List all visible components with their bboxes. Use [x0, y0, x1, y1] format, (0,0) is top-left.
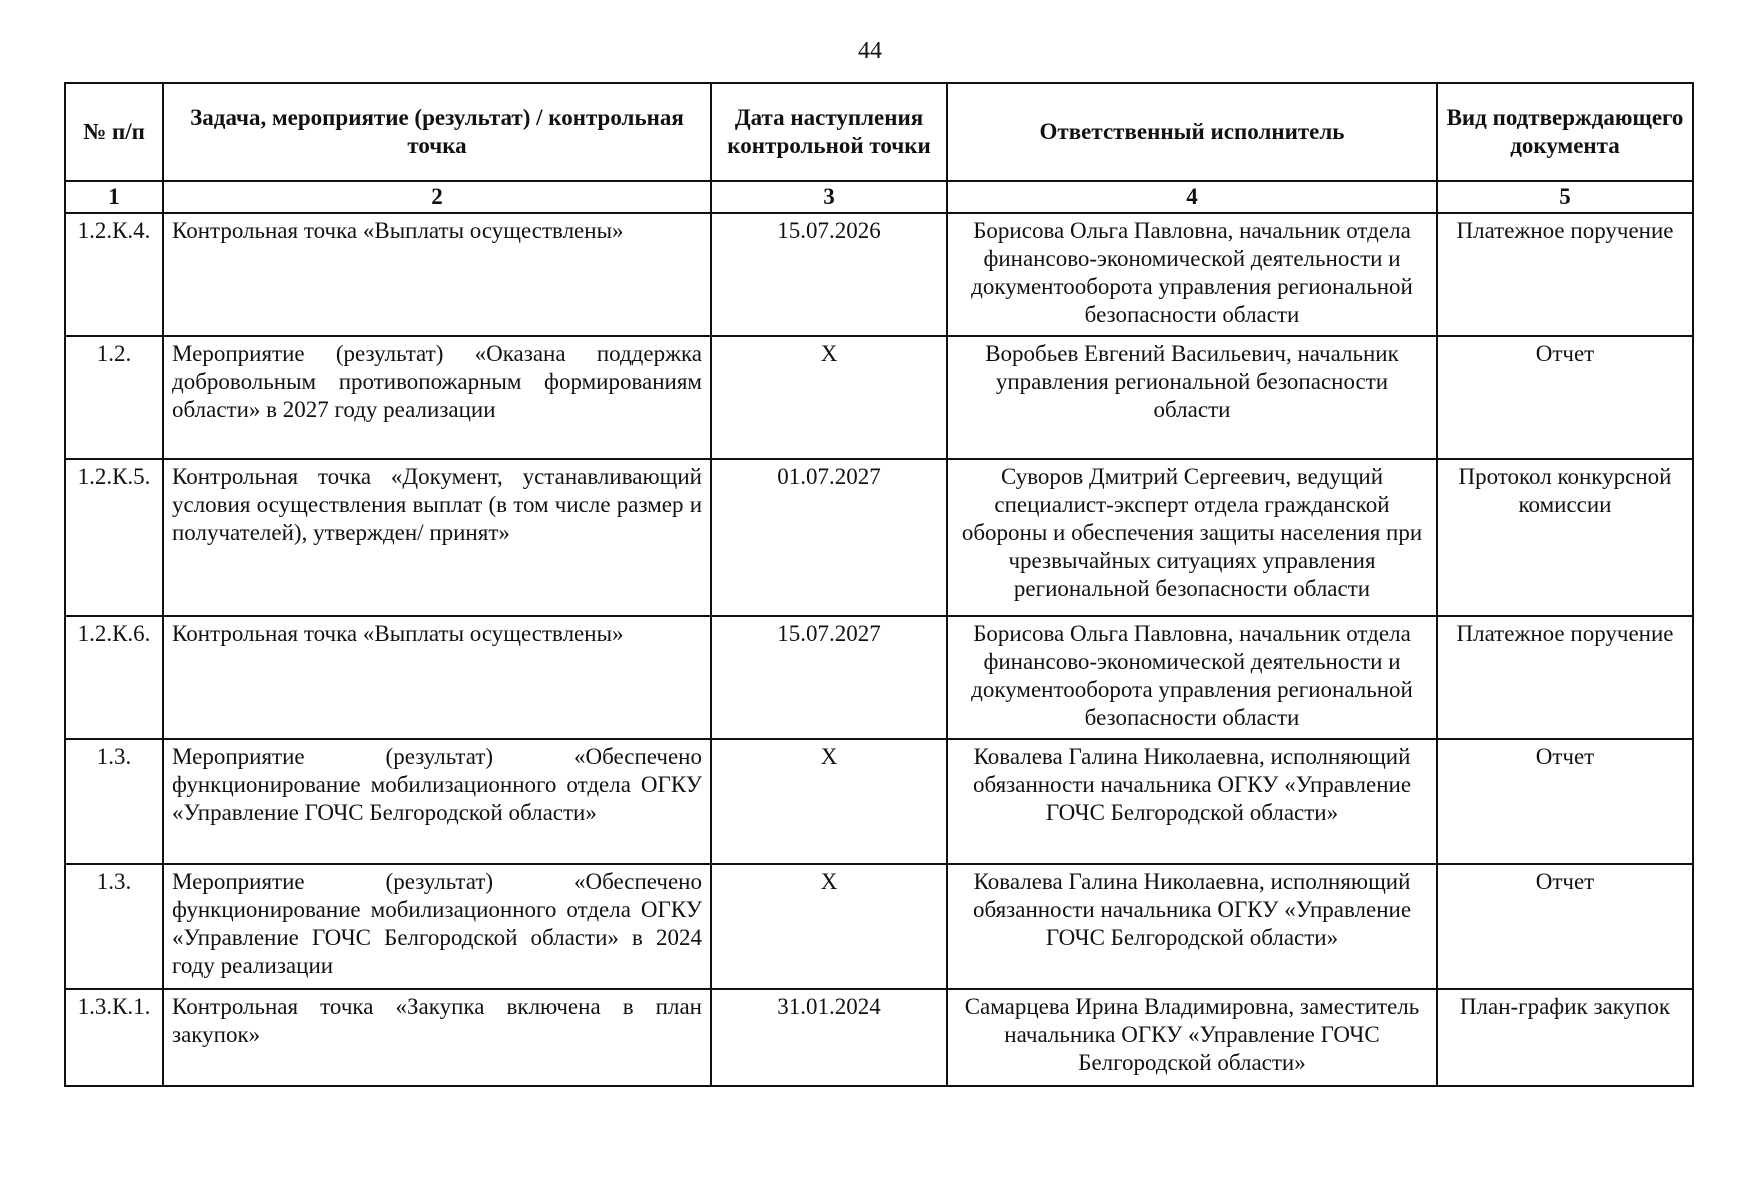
row-date: Х — [711, 864, 947, 989]
row-number: 1.2. — [65, 336, 163, 459]
row-executor: Самарцева Ирина Владимировна, заместитель начальника ОГКУ «Управление ГОЧС Белгородской области» — [947, 989, 1437, 1086]
table-row — [65, 616, 1693, 739]
table-row — [65, 213, 1693, 336]
table-row — [65, 989, 1693, 1086]
table-row — [65, 459, 1693, 616]
row-task: Контрольная точка «Выплаты осуществлены» — [163, 616, 711, 739]
row-document: Отчет — [1437, 336, 1693, 459]
header-task: Задача, мероприятие (результат) / контрольная точка — [163, 83, 711, 181]
column-number: 2 — [163, 181, 711, 213]
table-row — [65, 864, 1693, 989]
row-task: Мероприятие (результат) «Обеспечено функционирование мобилизационного отдела ОГКУ «Управление ГОЧС Белгородской области» — [163, 739, 711, 864]
row-executor: Ковалева Галина Николаевна, исполняющий обязанности начальника ОГКУ «Управление ГОЧС Белгородской области» — [947, 864, 1437, 989]
row-document: Отчет — [1437, 739, 1693, 864]
header-num: № п/п — [65, 83, 163, 181]
row-document: План-график закупок — [1437, 989, 1693, 1086]
row-executor: Борисова Ольга Павловна, начальник отдела финансово-экономической деятельности и документооборота управления региональной безопасности области — [947, 213, 1437, 336]
row-task: Мероприятие (результат) «Оказана поддержка добровольным противопожарным формированиям области» в 2027 году реализации — [163, 336, 711, 459]
row-task: Мероприятие (результат) «Обеспечено функционирование мобилизационного отдела ОГКУ «Управление ГОЧС Белгородской области» в 2024 году реализации — [163, 864, 711, 989]
header-date: Дата наступления контрольной точки — [711, 83, 947, 181]
column-number-row — [65, 181, 1693, 213]
row-number: 1.2.К.6. — [65, 616, 163, 739]
row-task: Контрольная точка «Закупка включена в план закупок» — [163, 989, 711, 1086]
column-number: 1 — [65, 181, 163, 213]
row-number: 1.3.К.1. — [65, 989, 163, 1086]
header-row — [65, 83, 1693, 181]
header-executor: Ответственный исполнитель — [947, 83, 1437, 181]
row-number: 1.3. — [65, 739, 163, 864]
row-executor: Ковалева Галина Николаевна, исполняющий обязанности начальника ОГКУ «Управление ГОЧС Белгородской области» — [947, 739, 1437, 864]
column-number: 5 — [1437, 181, 1693, 213]
row-number: 1.2.К.4. — [65, 213, 163, 336]
row-date: Х — [711, 739, 947, 864]
row-document: Протокол конкурсной комиссии — [1437, 459, 1693, 616]
row-number: 1.2.К.5. — [65, 459, 163, 616]
page-number: 44 — [858, 38, 882, 64]
row-document: Платежное поручение — [1437, 213, 1693, 336]
header-doc: Вид подтверждающего документа — [1437, 83, 1693, 181]
column-number: 3 — [711, 181, 947, 213]
row-date: Х — [711, 336, 947, 459]
row-document: Платежное поручение — [1437, 616, 1693, 739]
row-date: 15.07.2026 — [711, 213, 947, 336]
table-row — [65, 336, 1693, 459]
row-date: 31.01.2024 — [711, 989, 947, 1086]
row-executor: Суворов Дмитрий Сергеевич, ведущий специалист-эксперт отдела гражданской обороны и обеспечения защиты населения при чрезвычайных ситуациях управления региональной безопасности области — [947, 459, 1437, 616]
row-executor: Борисова Ольга Павловна, начальник отдела финансово-экономической деятельности и документооборота управления региональной безопасности области — [947, 616, 1437, 739]
row-task: Контрольная точка «Документ, устанавливающий условия осуществления выплат (в том числе размер и получателей), утвержден/ принят» — [163, 459, 711, 616]
row-document: Отчет — [1437, 864, 1693, 989]
control-points-table — [64, 82, 1694, 1087]
row-executor: Воробьев Евгений Васильевич, начальник управления региональной безопасности области — [947, 336, 1437, 459]
row-number: 1.3. — [65, 864, 163, 989]
row-task: Контрольная точка «Выплаты осуществлены» — [163, 213, 711, 336]
row-date: 15.07.2027 — [711, 616, 947, 739]
row-date: 01.07.2027 — [711, 459, 947, 616]
table-row — [65, 739, 1693, 864]
column-number: 4 — [947, 181, 1437, 213]
